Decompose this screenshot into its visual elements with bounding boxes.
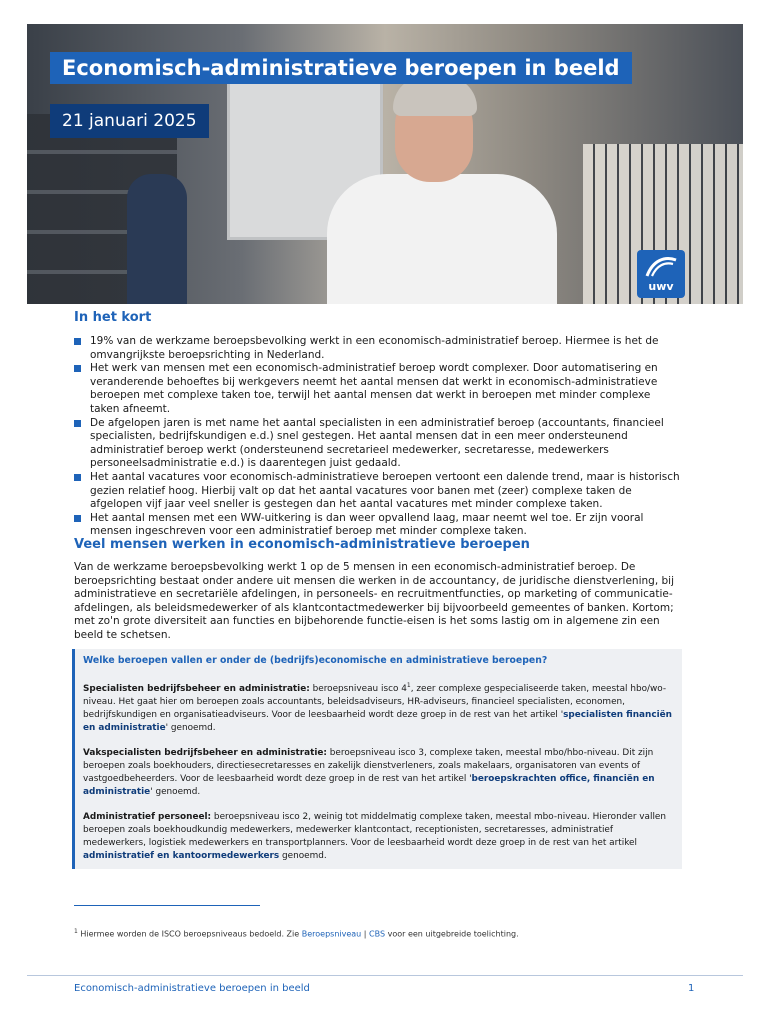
footnote-ref[interactable]: 1 [406, 682, 411, 689]
footnote [74, 928, 519, 939]
footnote-number: 1 [74, 928, 78, 935]
group-text: , zeer complexe gespecialiseerde taken, meestal hbo/wo-niveau. Het gaat hier om beroepen zoals accountants, beleidsadviseurs, HR-adviseurs, financieel specialisten, economen, bedrijfskundigen en organisatieadviseurs. Voor de leesbaarheid wordt deze groep in de rest van het artikel ' [83, 683, 667, 720]
group-text-end: genoemd. [279, 850, 327, 861]
footer-title: Economisch-administratieve beroepen in beeld [74, 983, 310, 994]
group-text: beroepsniveau isco 2, weinig tot middelmatig complexe taken, meestal mbo-niveau. Hieronder vallen beroepen zoals boekhoudkundig medewerkers, medewerker klantcontact, receptionisten, secretaresses, administratief medewerkers, logistiek medewerkers en transportplanners. Voor de leesbaarheid wordt deze groep in de rest van het artikel [83, 811, 666, 848]
footnote-text-end: voor een uitgebreide toelichting. [385, 929, 519, 939]
info-group-vakspecialisten [83, 747, 674, 799]
list-item: De afgelopen jaren is met name het aantal specialisten in een administratief beroep (accountants, financieel specialisten, bedrijfskundigen e.d.) snel gestegen. Het aantal mensen dat in een meer ondersteunend administratief beroep werkt (ondersteunend secretarieel medewerker, secretaresse, medewerkers personeelsadministratie e.d.) is daarentegen juist gedaald. [74, 417, 680, 471]
footer-divider [27, 975, 743, 976]
group-text-end: ' genoemd. [150, 786, 201, 797]
list-item: Het aantal mensen met een WW-uitkering is dan weer opvallend laag, maar neemt wel toe. Er zijn vooral mensen ingeschreven voor een administratief beroep met minder complexe taken. [74, 512, 680, 539]
group-text: beroepsniveau isco 4 [309, 683, 407, 694]
footnote-separator: | [361, 929, 370, 939]
info-box-title: Welke beroepen vallen er onder de (bedrijfs)economische en administratieve beroepen? [83, 655, 548, 666]
uwv-logo [637, 250, 685, 298]
list-item: 19% van de werkzame beroepsbevolking werkt in een economisch-administratief beroep. Hiermee is het de omvangrijkste beroepsrichting in Nederland. [74, 335, 680, 362]
list-item: Het aantal vacatures voor economisch-administratieve beroepen vertoont een dalende trend, maar is historisch gezien relatief hoog. Hierbij valt op dat het aantal vacatures voor banen met (zeer) complexe taken de afgelopen vijf jaar veel sneller is gestegen dan het aantal vacatures met minder complexe taken. [74, 471, 680, 512]
section-heading-veel-mensen: Veel mensen werken in economisch-administratieve beroepen [74, 537, 530, 552]
group-text: beroepsniveau isco 3, complexe taken, meestal mbo/hbo-niveau. Dit zijn beroepen zoals boekhouders, directiesecretaresses en zakelijk dienstverleners, zoals makelaars, organisatoren van events of vastgoedbeheerders. Voor de leesbaarheid wordt deze groep in de rest van het artikel ' [83, 747, 654, 784]
summary-bullet-list [74, 335, 680, 539]
info-group-specialisten [83, 679, 674, 735]
group-label-link: specialisten financiën en administratie [83, 709, 672, 733]
footnote-divider [74, 905, 260, 906]
footnote-text: Hiermee worden de ISCO beroepsniveaus bedoeld. Zie [77, 929, 302, 939]
footnote-link-beroepsniveau[interactable]: Beroepsniveau [301, 929, 362, 939]
publication-date: 21 januari 2025 [50, 104, 209, 138]
info-group-administratief [83, 811, 674, 863]
group-name: Administratief personeel: [83, 811, 212, 822]
hero-person-body [327, 174, 557, 304]
section-paragraph: Van de werkzame beroepsbevolking werkt 1 op de 5 mensen in een economisch-administratief beroep. De beroepsrichting bestaat onder andere uit mensen die werken in de accountancy, de juridische dienstverlening, bij administratieve en secretariële afdelingen, in personeels- en recruitmentfuncties, op marketing of communicatie-afdelingen, als beleidsmedewerker of als klantcontactmedewerker bij bijvoorbeeld gemeentes of banken. Kortom; met zo'n grote diversiteit aan functies en bijbehorende functie-eisen is het soms lastig om in algemene zin een beeld te schetsen. [74, 561, 674, 641]
list-item: Het werk van mensen met een economisch-administratief beroep wordt complexer. Door automatisering en veranderende behoeftes bij werkgevers neemt het aantal mensen dat werkt in economisch-administratieve beroepen met complexe taken toe, terwijl het aantal mensen dat werkt in beroepen met minder complexe taken afneemt. [74, 362, 680, 416]
group-label-link: administratief en kantoormedewerkers [83, 850, 280, 861]
group-name: Specialisten bedrijfsbeheer en administratie: [83, 683, 310, 694]
page-number: 1 [688, 983, 695, 994]
info-box [72, 649, 682, 869]
uwv-logo-text: uwv [648, 280, 674, 293]
page-title: Economisch-administratieve beroepen in beeld [50, 52, 632, 84]
section-heading-in-het-kort: In het kort [74, 310, 152, 325]
group-name: Vakspecialisten bedrijfsbeheer en administratie: [83, 747, 327, 758]
hero-background-person [127, 174, 187, 304]
group-text-end: ' genoemd. [165, 722, 216, 733]
uwv-logo-icon [643, 254, 679, 280]
footnote-link-cbs[interactable]: CBS [369, 929, 386, 939]
group-label-link: beroepskrachten office, financiën en administratie [83, 773, 655, 797]
